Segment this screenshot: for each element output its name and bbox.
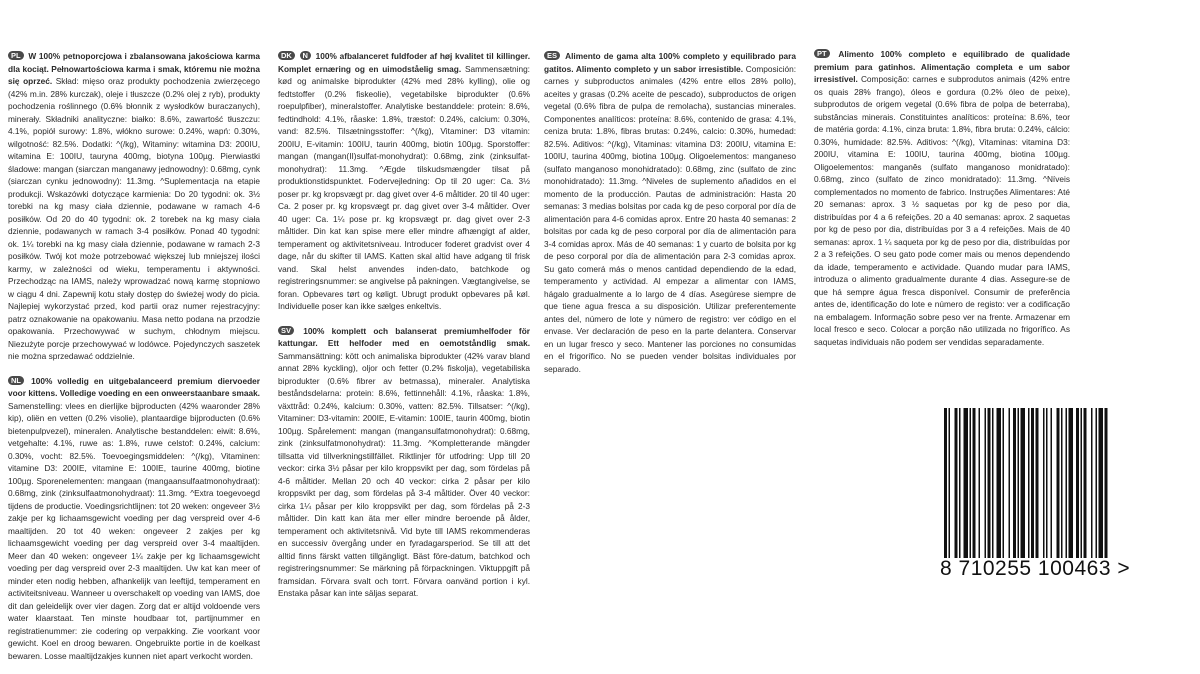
pt-body: Composição: carnes e subprodutos animais (42% entre os quais 28% frango), óleos e gordura (0.2% óleo de peixe), subprodutos de origem vegetal (0.6% fibra de polpa de beterraba), substâncias minerais. Constituintes analíticos: proteína: 8.6%, teor de matéria gorda: 4.1%, cinza bruta: 1.8%, fibra bruta: 0.24%, cálcio: 0.30%, humidade: 82.5%. Aditivos: ^(/kg), Vitaminas: vitamina D3: 200IU, vitamina E: 100IU, taurina 400mg, biotina 100µg. Oligoelementos: manganês (sulfato manganoso monidratado): 0.68mg, zinco (sulfato de zinco monidratado): 11.3mg. ^Níveis complementados no momento de fabrico. Instruções Alimentares: Até 20 semanas: aprox. 3 ½ saquetas por kg de peso por dia, distribuídas por 4 a 6 refeições. 20 a 40 semanas: aprox. 2 saquetas por kg de peso por dia, distribuídas por 3 a 4 refeições. Mais de 40 semanas: aprox. 1 ¼ saqueta por kg de peso por dia, distribuídas por 2 a 3 refeições. O seu gato pode comer mais ou menos dependendo da idade, temperamento e actividade. Quando mudar para IAMS, introduza o alimento gradualmente durante 4 dias. Assegure-se de que há sempre água fresca disponível. Consumir de preferência antes de, identificação do lote e número de registo: ver a codificação na embalagem. Informação sobre peso ver na frente. Armazenar em local fresco e seco. Colocar a porção não utilizada no frigorífico. As saquetas individuais não podem ser vendidas separadamente. [814,74,1070,347]
section-es [544,50,796,375]
barcode-bar [1031,408,1034,558]
barcode-bar [1105,408,1108,558]
barcode-bar [944,408,947,558]
language-badge-pt: PT [814,49,830,58]
barcode-bar [955,408,958,558]
barcode-bar [1061,408,1063,558]
text-column-2 [278,50,530,612]
section-dk [278,50,530,313]
text-column-4 [814,48,1070,360]
barcode-bar [1043,408,1045,558]
pl-body: Skład: mięso oraz produkty pochodzenia zwierzęcego (42% m.in. 28% kurczak), oleje i tłuszcze (0.2% olej z ryb), produkty pochodzenia roślinnego (0.6% błonnik z wysłodków buraczanych), minerały. Składniki analityczne: białko: 8.6%, zawartość tłuszczu: 4.1%, popiół surowy: 1.8%, włókno surowe: 0.24%, wapń: 0.30%, wilgotność: 82.5%. Dodatki: ^(/kg), Witaminy: witamina D3: 200IU, witamina E: 100IU, tauryna 400mg, biotyna 100µg. Pierwiastki śladowe: mangan (siarczan manganawy jednowodny): 0.68mg, cynk (siarczan cynku jednowodny): 11.3mg. ^Suplementacja na etapie produkcji. Wskazówki dotyczące karmienia: Do 20 tygodni: ok. 3½ torebki na kg masy ciała dziennie, podawane w ramach 4-6 posiłków. Od 20 do 40 tygodni: ok. 2 torebek na kg masy ciała dziennie, podawanych w ramach 3-4 posiłków. Ponad 40 tygodni: ok. 1¼ torebki na kg masy ciała dziennie, podawane w ramach 2-3 posiłków. Twój kot może potrzebować większej lub mniejszej ilości karmy, w zależności od wieku, temperamentu i aktywności. Przechodząc na IAMS, należy wprowadzać nową karmę stopniowo w ciągu 4 dni. Zapewnij kotu stały dostęp do świeżej wody do picia. Najlepiej wykorzystać przed, kod partii oraz numer rejestracyjny: patrz oznakowanie na opakowaniu. Masa netto podana na przodzie opakowania. Przechowywać w suchym, chłodnym miejscu. Niezużyte porcje przechowywać w lodówce. Pojedynczych saszetek nie można sprzedawać oddzielnie. [8,76,260,361]
language-badge-n: N [300,51,311,60]
barcode-bar [1066,408,1068,558]
section-nl [8,375,260,663]
barcode-bar [1003,408,1005,558]
language-badge-pl: PL [8,51,24,60]
language-badge-dk: DK [278,51,295,60]
barcode-bar [1084,408,1087,558]
barcode-bar [1021,408,1026,558]
nl-lead: 100% volledig en uitgebalanceerd premium diervoeder voor kittens. Volledige voeding en een onweerstaanbare smaak. [8,375,260,398]
nl-body: Samenstelling: vlees en dierlijke bijproducten (42% waaronder 28% kip), oliën en vetten (0.2% visolie), plantaardige bijproducten (0.6% bietenpulpvezel), mineralen. Analytische bestanddelen: eiwit: 8.6%, vetgehalte: 4.1%, ruwe as: 1.8%, ruwe celstof: 0.24%, calcium: 0.30%, vocht: 82.5%. Toevoegingsmiddelen: ^(/kg), Vitaminen: vitamine D3: 200IE, vitamine E: 100IE, taurine 400mg, biotine 100µg. Sporenelementen: mangaan (mangaansulfaatmonohydraat): 0.68mg, zink (zinksulfaatmonohydraat): 11.3mg. ^Extra toegevoegd tijdens de productie. Voedingsrichtlijnen: tot 20 weken: ongeveer 3½ zakje per kg lichaamsgewicht voeding per dag verspreid over 4-6 maaltijden. 20 tot 40 weken: ongeveer 2 zakjes per kg lichaamsgewicht voeding per dag verspreid over 3-4 maaltijden. Meer dan 40 weken: ongeveer 1¼ zakje per kg lichaamsgewicht voeding per dag verspreid over 2-3 maaltijden. Uw kat kan meer of minder eten nodig hebben, afhankelijk van leeftijd, temperament en activiteitsniveau. Wanneer u overschakelt op voeding van IAMS, doe dit dan geleidelijk over vier dagen. Zorg dat er altijd voldoende vers water klaarstaat. Ten minste houdbaar tot, partijnummer en registratienummer: zie codering op verpakking. Zie voorkant voor gewicht. Koel en droog bewaren. Ongebruikte portie in de koelkast bewaren. Losse maaltijdzakjes kunnen niet apart verkocht worden. [8,400,260,661]
section-pt [814,48,1070,348]
text-column-1 [8,50,260,674]
barcode-bar [970,408,972,558]
barcode-bar [1046,408,1048,558]
barcode-bar [1076,408,1079,558]
barcode-bar [949,408,951,558]
barcode-bar [1036,408,1039,558]
barcode-bar [1057,408,1060,558]
pt-lead: Alimento 100% completo e equilibrado de qualidade premium para gatinhos. Alimentação completa e um sabor irresistível. [814,49,1070,84]
text-column-3 [544,50,796,387]
barcode-bar [1018,408,1020,558]
language-badge-sv: SV [278,326,294,335]
barcode-digits: 8 710255 100463 > [940,557,1131,580]
es-lead: Alimento de gama alta 100% completo y equilibrado para gatitos. Alimento completo y un sabor irresistible. [544,51,796,74]
barcode-bar [1009,408,1011,558]
language-badge-nl: NL [8,376,24,385]
barcode-bar [988,408,991,558]
sv-body: Sammansättning: kött och animaliska biprodukter (42% varav bland annat 28% kyckling), oljor och fetter (0.2% fiskolja), vegetabiliska biprodukter (0.6% fibrer av betmassa), mineraler. Analytiska beståndsdelarna: protein: 8.6%, fettinnehåll: 4.1%, råaska: 1.8%, växttråd: 0.24%, kalcium: 0.30%, vatten: 82.5%. Tillsatser: ^(/kg), Vitaminer: D3-vitamin: 200IE, E-vitamin: 100IE, taurin 400mg, biotin 100µg. Spårelement: mangan (mangansulfatmonohydrat): 0.68mg, zink (zinksulfatmonohydrat): 11.3mg. ^Kompletterande mängder tillsatta vid tillverkningstillfället. Riktlinjer för utfodring: Upp till 20 veckor: cirka 3½ påsar per kilo kroppsvikt per dag, som fördelas på 4-6 måltider. Mellan 20 och 40 veckor: cirka 2 påsar per kilo kroppsvikt per dag, som fördelas på 3-4 måltider. Över 40 veckor: cirka 1¼ påsar per kilo kroppsvikt per dag, som fördelas på 2-3 måltider. Din katt kan äta mer eller mindre beroende på ålder, temperament och aktivitetsnivå. Vid byte till IAMS rekommenderas en successiv övergång under en fyradagarsperiod. Se till att det alltid finns färskt vatten tillgängligt. Bäst före-datum, batchkod och registreringsnummer: Se märkning på förpackningen. Viktuppgift på framsidan. Förvara svalt och torrt. Förvara oanvänd portion i kyl. Enstaka påsar kan inte säljas separat. [278,350,530,598]
barcode-bar [992,408,994,558]
sv-lead: 100% komplett och balanserat premiumhelfoder för kattungar. Ett helfoder med en oemotståndlig smak. [278,325,530,348]
dk-lead: 100% afbalanceret fuldfoder af høj kvalitet til killinger. Komplet ernæring og en uimodståelig smag. [278,51,531,74]
es-body: Composición: carnes y subproductos animales (42% entre ellos 28% pollo), aceites y grasas (0.2% aceite de pescado), subproductos de origen vegetal (0.6% fibra de pulpa de remolacha), sustancias minerales. Componentes analíticos: proteína: 8.6%, contenido de grasa: 4.1%, ceniza bruta: 1.8%, fibras brutas: 0.24%, calcio: 0.30%, humedad: 82.5%. Aditivos: ^(/kg), Vitaminas: vitamina D3: 200IU, vitamina E: 100IU, taurina 400mg, biotina 100µg. Oligoelementos: manganeso (sulfato manganoso monohidratado): 0.68mg, zinc (sulfato de zinc monohidratado): 11.3mg. ^Niveles de suplemento añadidos en el momento de la producción. Pautas de administración: Hasta 20 semanas: 3 medias bolsitas por cada kg de peso corporal por día de alimentación para 4-6 comidas aprox. Entre 20 hasta 40 semanas: 2 bolsitas por cada kg de peso corporal por día de alimentación para 3-4 comidas aprox. Más de 40 semanas: 1 y cuarto de bolsita por kg de peso corporal por día de alimentación para 2-3 comidas aprox. Su gato comerá más o menos cantidad dependiendo de la edad, temperamento y actividad. Al empezar a alimentar con IAMS, hágalo gradualmente a lo largo de 4 días. Asegúrese siempre de que tiene agua fresca a su disposición. Utilizar preferentemente antes del, número de lote y número de registro: ver código en el envase. Ver declaración de peso en la parte delantera. Conservar en un lugar fresco y seco. Mantener las porciones no consumidas en el frigorífico. No se pueden vender bolsitas individuales por separado. [544,63,796,374]
pl-lead: W 100% petnoporcjowa i zbalansowana jakościowa karma dla kociąt. Pełnowartościowa karma i smak, któremu nie można się oprzeć. [8,51,260,86]
barcode-bar [964,408,969,558]
section-sv [278,325,530,600]
barcode-bar [973,408,976,558]
barcode-bar [1099,408,1104,558]
barcode-bar [1091,408,1093,558]
barcode-bar [1028,408,1030,558]
barcode-bar [1051,408,1053,558]
barcode-bar [1096,408,1098,558]
barcode-bar [985,408,987,558]
dk-body: Sammensætning: kød og animalske biprodukter (42% med 28% kylling), olie og fedtstoffer (0.2% fiskeolie), vegetabilske biprodukter (0.6% roepulpfiber), mineralstoffer. Analytiske bestanddele: protein: 8.6%, fedtindhold: 4.1%, råaske: 1.8%, træstof: 0.24%, calcium: 0.30%, vand: 82.5%. Tilsætningsstoffer: ^(/kg), Vitaminer: D3 vitamin: 200IU, E-vitamin: 100IU, taurin 400mg, biotin 100µg. Sporstoffer: mangan (mangan(II)sulfat-monohydrat): 0.68mg, zink (zinksulfat-monohydrat): 11.3mg. ^Ægde tilskudsmængder tilsat på produktionstidspunktet. Fodervejledning: Op til 20 uger: Ca. 3½ poser pr. kg kropsvægt pr. dag givet over 4-6 måltider. 20 til 40 uger: Ca. 2 poser pr. kg kropsvægt pr. dag givet over 3-4 måltider. Over 40 uger: Ca. 1¼ pose pr. kg kropsvægt pr. dag givet over 2-3 måltider. Din kat kan spise mere eller mindre afhængigt af alder, temperament og aktivitetsniveau. Introducer foderet gradvist over 4 dage, når du skifter til IAMS. Katten skal altid have adgang til frisk vand. Skal helst anvendes inden-dato, batchkode og registreringsnummer: se angivelse på pakningen. Vægtangivelse, se foran. Opbevares tørt og køligt. Ubrugt produkt opbevares på køl. Individuelle poser kan ikke sælges enkeltvis. [278,63,530,311]
barcode-bar [1069,408,1074,558]
barcode-bar [1081,408,1083,558]
barcode-bars [940,408,1170,558]
barcode-bar [979,408,981,558]
barcode-bar [959,408,961,558]
section-pl [8,50,260,363]
barcode-bar [997,408,1002,558]
language-badge-es: ES [544,51,560,60]
barcode-bar [1013,408,1016,558]
